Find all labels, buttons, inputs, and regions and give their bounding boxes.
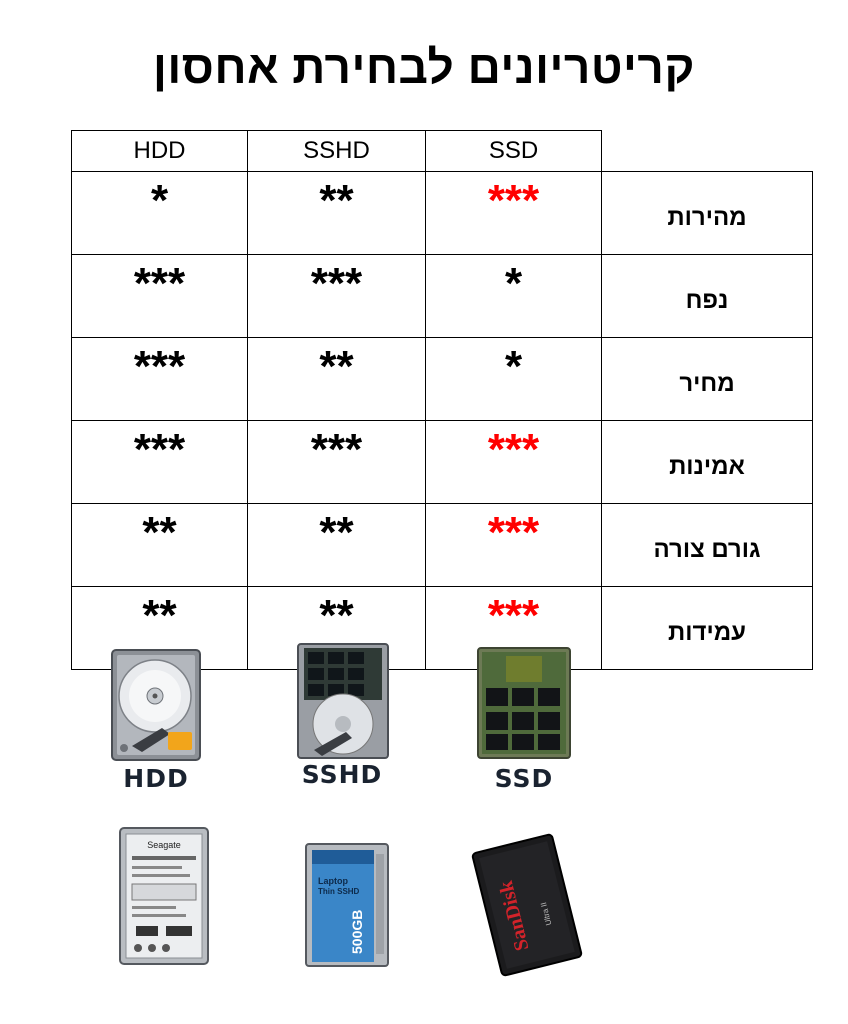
sshd-internal-image — [296, 642, 390, 760]
rating-ssd: * — [426, 255, 602, 338]
table-row — [72, 255, 813, 338]
header-hdd: HDD — [72, 131, 248, 172]
comparison-table — [71, 130, 813, 670]
rating-ssd: * — [426, 338, 602, 421]
rating-ssd: *** — [426, 587, 602, 670]
table-row — [72, 338, 813, 421]
page-title: קריטריונים לבחירת אחסון — [153, 41, 695, 93]
rating-sshd: *** — [248, 421, 426, 504]
sshd-caption: SSHD — [301, 760, 383, 789]
table-header-row — [72, 131, 813, 172]
table-row — [72, 421, 813, 504]
criterion-label: מהירות — [602, 172, 813, 255]
rating-sshd: ** — [248, 338, 426, 421]
rating-sshd: ** — [248, 587, 426, 670]
sshd-capacity-label: 500GB — [349, 909, 365, 954]
criterion-label: אמינות — [602, 421, 813, 504]
rating-ssd: *** — [426, 172, 602, 255]
rating-hdd: ** — [72, 504, 248, 587]
header-ssd: SSD — [426, 131, 602, 172]
criterion-label: גורם צורה — [602, 504, 813, 587]
rating-sshd: *** — [248, 255, 426, 338]
seagate-label: Seagate — [147, 840, 181, 850]
criterion-label: עמידות — [602, 587, 813, 670]
header-sshd: SSHD — [248, 131, 426, 172]
sandisk-ssd-image — [468, 830, 586, 980]
header-blank — [602, 131, 813, 172]
criterion-label: נפח — [602, 255, 813, 338]
sshd-label-line1: Laptop — [318, 876, 348, 886]
rating-hdd: *** — [72, 255, 248, 338]
criterion-label: מחיר — [602, 338, 813, 421]
seagate-hdd-image — [118, 826, 210, 966]
hdd-caption: HDD — [123, 764, 189, 793]
rating-hdd: *** — [72, 421, 248, 504]
ssd-caption: SSD — [494, 764, 554, 793]
sandisk-logo-text: SanDisk — [494, 878, 534, 954]
rating-ssd: *** — [426, 504, 602, 587]
laptop-sshd-image — [304, 842, 390, 968]
rating-sshd: ** — [248, 504, 426, 587]
ssd-internal-image — [476, 646, 572, 760]
table-row — [72, 504, 813, 587]
rating-ssd: *** — [426, 421, 602, 504]
rating-hdd: ** — [72, 587, 248, 670]
rating-sshd: ** — [248, 172, 426, 255]
sshd-label-line2: Thin SSHD — [318, 887, 360, 896]
table-row — [72, 172, 813, 255]
rating-hdd: * — [72, 172, 248, 255]
sandisk-model-text: Ultra II — [538, 901, 554, 927]
hdd-internal-image — [110, 648, 202, 762]
rating-hdd: *** — [72, 338, 248, 421]
